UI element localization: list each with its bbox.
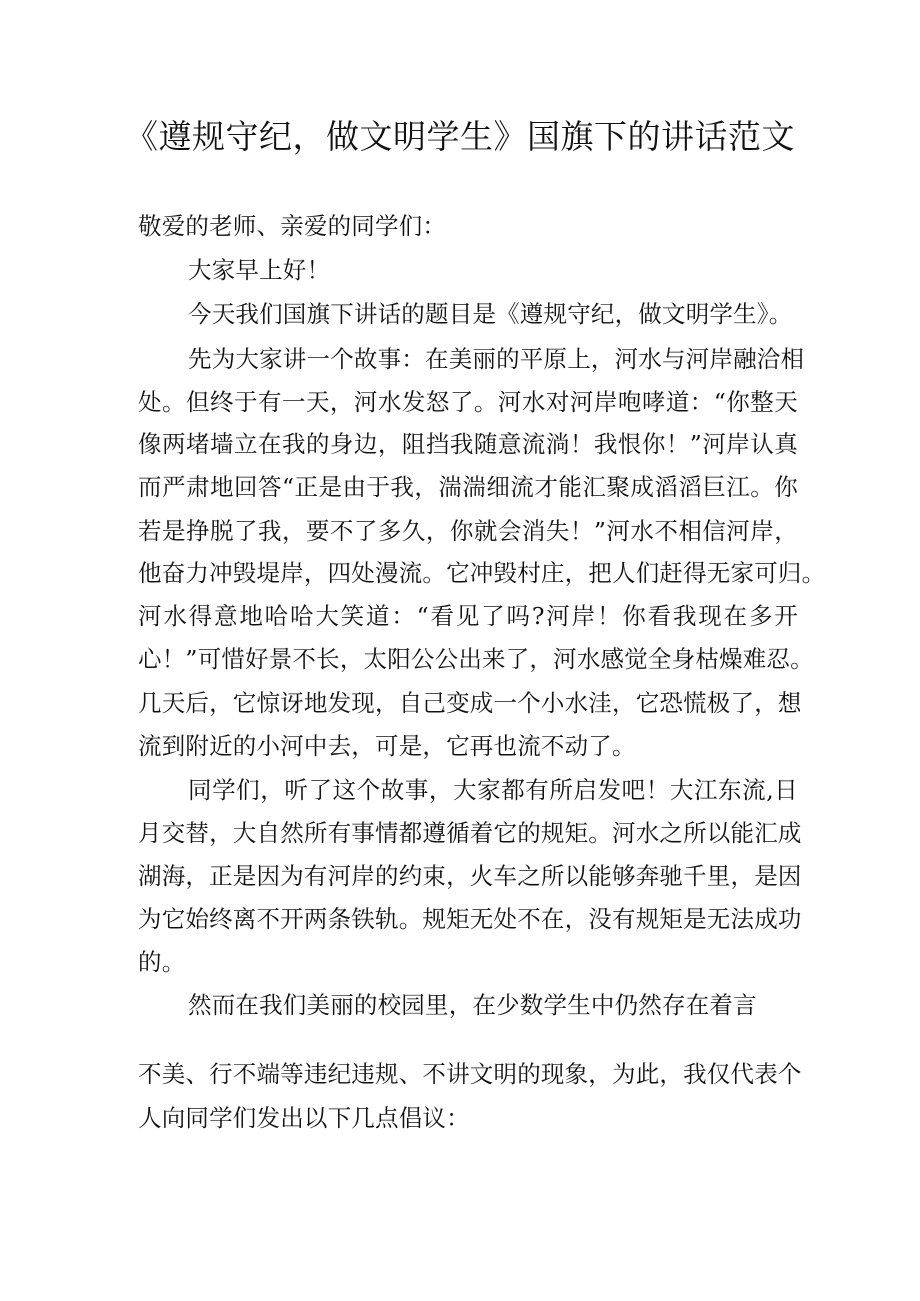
story-line: 他奋力冲毁堤岸，四处漫流。它冲毁村庄，把人们赶得无家可归。 (138, 559, 826, 587)
story-line: 河水得意地哈哈大笑道：“看见了吗?河岸！你看我现在多开 (138, 602, 798, 630)
topic-line: 今天我们国旗下讲话的题目是《遵规守纪，做文明学生》。 (188, 300, 793, 328)
proposal-line: 不美、行不端等违纪违规、不讲文明的现象，为此，我仅代表个 (138, 1060, 802, 1088)
reflection-line: 的。 (138, 948, 186, 976)
proposal-line: 然而在我们美丽的校园里，在少数学生中仍然存在着言 (188, 991, 757, 1019)
story-line: 几天后，它惊讶地发现，自己变成一个小水洼，它恐慌极了，想 (138, 689, 802, 717)
story-line: 流到附近的小河中去，可是，它再也流不动了。 (138, 732, 636, 760)
story-line: 处。但终于有一天，河水发怒了。河水对河岸咆哮道：“你整天 (138, 388, 798, 416)
reflection-line: 湖海，正是因为有河岸的约束，火车之所以能够奔驰千里，是因 (138, 862, 802, 890)
proposal-line: 人向同学们发出以下几点倡议： (138, 1104, 470, 1132)
salutation: 敬爱的老师、亲爱的同学们： (138, 212, 447, 240)
story-line: 像两堵墙立在我的身边，阻挡我随意流淌！我恨你！”河岸认真 (138, 430, 798, 458)
story-line: 先为大家讲一个故事：在美丽的平原上，河水与河岸融洽相 (188, 345, 805, 373)
reflection-line: 为它始终离不开两条铁轨。规矩无处不在，没有规矩是无法成功 (138, 905, 802, 933)
reflection-line: 月交替，大自然所有事情都遵循着它的规矩。河水之所以能汇成 (138, 819, 802, 847)
story-line: 而严肃地回答“正是由于我，湍湍细流才能汇聚成滔滔巨江。你 (138, 473, 798, 501)
reflection-line: 同学们，听了这个故事，大家都有所启发吧！大江东流,日 (188, 776, 798, 804)
greeting: 大家早上好！ (188, 256, 331, 284)
story-line: 若是挣脱了我，要不了多久，你就会消失！”河水不相信河岸， (138, 517, 798, 545)
document-title: 《遵规守纪，做文明学生》国旗下的讲话范文 (125, 117, 795, 156)
story-line: 心！”可惜好景不长，太阳公公出来了，河水感觉全身枯燥难忍。 (138, 645, 814, 673)
